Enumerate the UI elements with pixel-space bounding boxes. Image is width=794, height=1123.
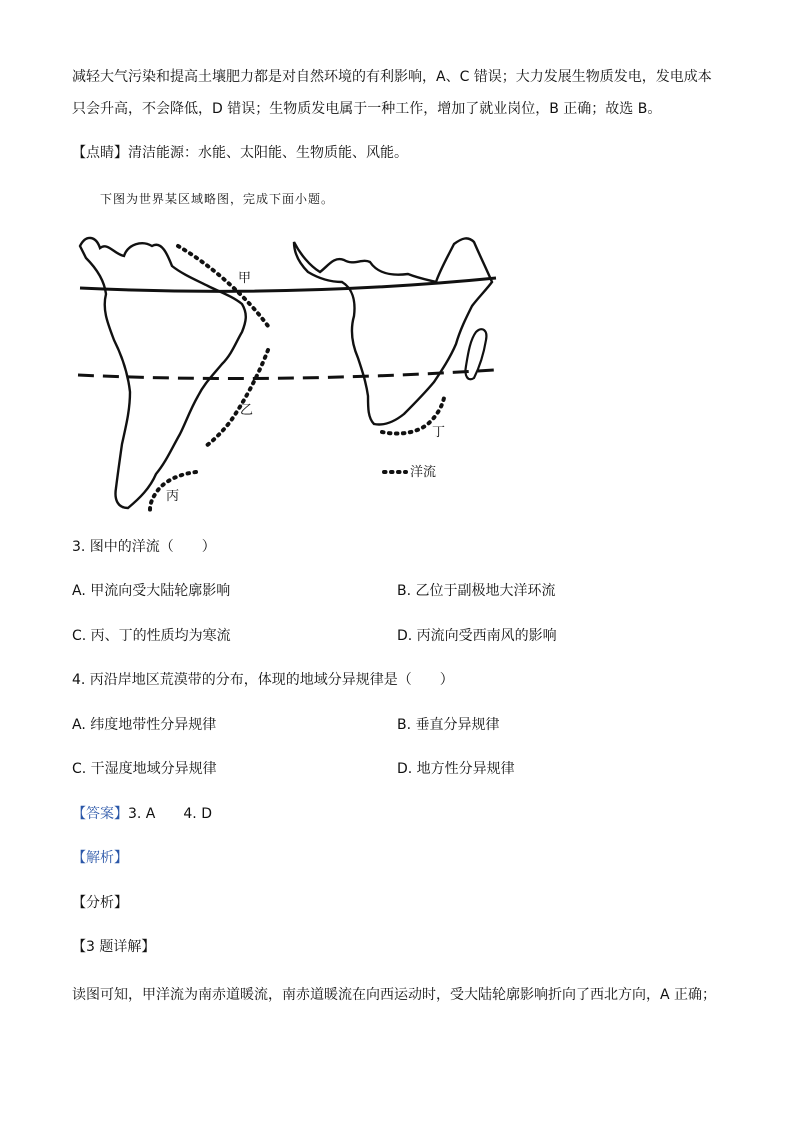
current-yi [206,350,268,446]
q4-option-a: A. 纬度地带性分异规律 [72,717,217,733]
intro-line-2: 只会升高，不会降低，D 错误；生物质发电属于一种工作，增加了就业岗位，B 正确；故选 B。 [72,101,662,117]
current-jia [178,246,268,326]
q4-stem: 4. 丙沿岸地区荒漠带的分布，体现的地域分异规律是（ ） [72,672,454,688]
q4-option-c: C. 干湿度地域分异规律 [72,761,217,777]
africa-outline [294,238,492,424]
fenxi-heading: 【分析】 [72,895,128,911]
answer-tag: 【答案】 [72,806,128,822]
tip-paragraph [72,144,408,162]
q4-option-d: D. 地方性分异规律 [397,761,515,777]
label-ding: 丁 [432,425,446,440]
analysis-heading: 【解析】 [72,850,128,866]
q3-option-b: B. 乙位于副极地大洋环流 [397,583,556,599]
final-paragraph-line: 读图可知，甲洋流为南赤道暖流，南赤道暖流在向西运动时，受大陆轮廓影响折向了西北方向，A 正确； [72,987,717,1003]
q3-option-d: D. 丙流向受西南风的影响 [397,628,557,644]
q3-stem: 3. 图中的洋流（ ） [72,539,216,555]
answer-line [72,805,212,823]
q4-option-b: B. 垂直分异规律 [397,717,500,733]
equator-line [80,278,496,291]
label-bing: 丙 [166,489,180,504]
world-region-map [72,226,502,514]
label-jia: 甲 [238,271,252,286]
q3-option-c: C. 丙、丁的性质均为寒流 [72,628,231,644]
detail3-heading: 【3 题详解】 [72,939,156,955]
tropic-line [78,370,494,379]
label-yi: 乙 [240,403,254,418]
intro-line-1: 减轻大气污染和提高土壤肥力都是对自然环境的有利影响，A、C 错误；大力发展生物质发电，发电成本 [72,69,712,85]
figure-caption: 下图为世界某区域略图，完成下面小题。 [100,192,335,206]
q3-option-a: A. 甲流向受大陆轮廓影响 [72,583,231,599]
south-america-outline [80,238,246,508]
tip-text: 清洁能源：水能、太阳能、生物质能、风能。 [128,145,408,161]
answer-text: 3. A 4. D [128,806,212,822]
tip-tag: 【点睛】 [72,145,128,161]
legend-label: 洋流 [410,465,437,480]
